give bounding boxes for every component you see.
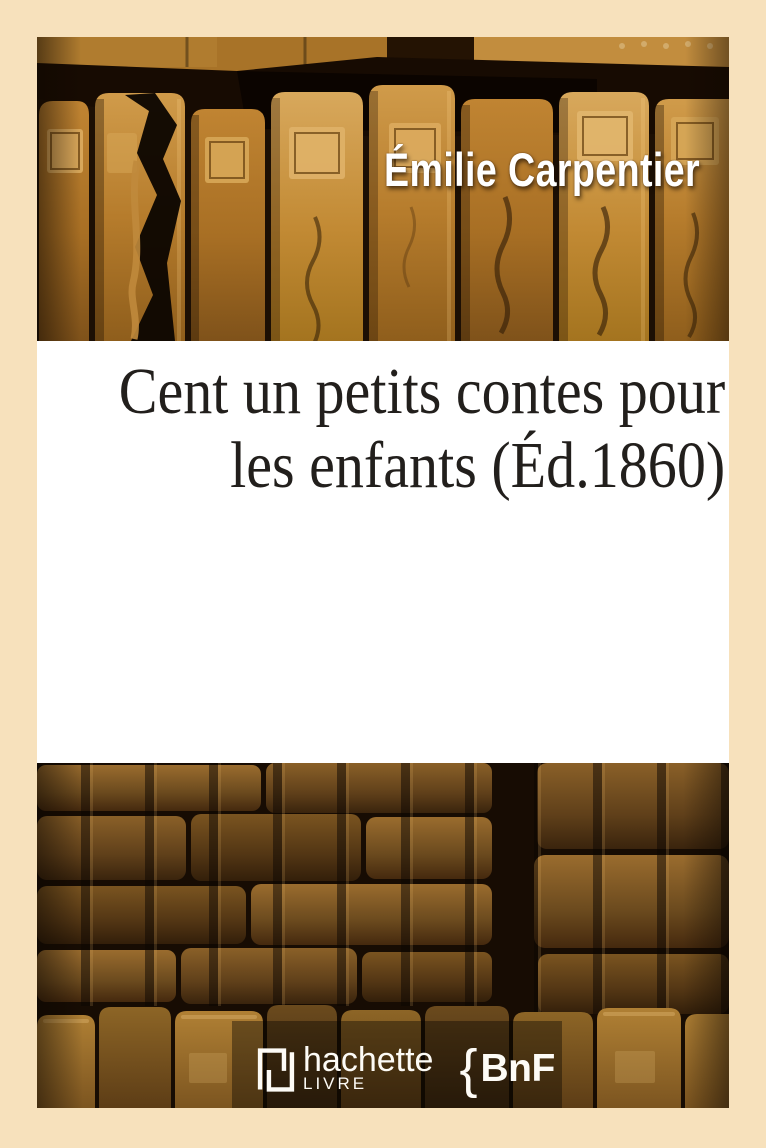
bnf-logo <box>459 1039 555 1099</box>
book-title <box>118 355 725 503</box>
bnf-brace-icon: { <box>459 1039 478 1099</box>
book-title-line-1: Cent un petits contes pour <box>118 355 725 428</box>
hachette-wordmark <box>303 1041 434 1093</box>
author-name: Émilie Carpentier <box>383 143 700 196</box>
hachette-name: hachette <box>303 1041 434 1079</box>
hachette-livre-label: LIVRE <box>303 1074 368 1093</box>
publisher-logos <box>256 1039 555 1099</box>
hachette-h-icon <box>256 1047 296 1093</box>
book-title-line-2: les enfants (Éd.1860) <box>229 429 725 502</box>
bnf-name: BnF <box>480 1047 555 1090</box>
hachette-livre-logo <box>256 1041 434 1093</box>
